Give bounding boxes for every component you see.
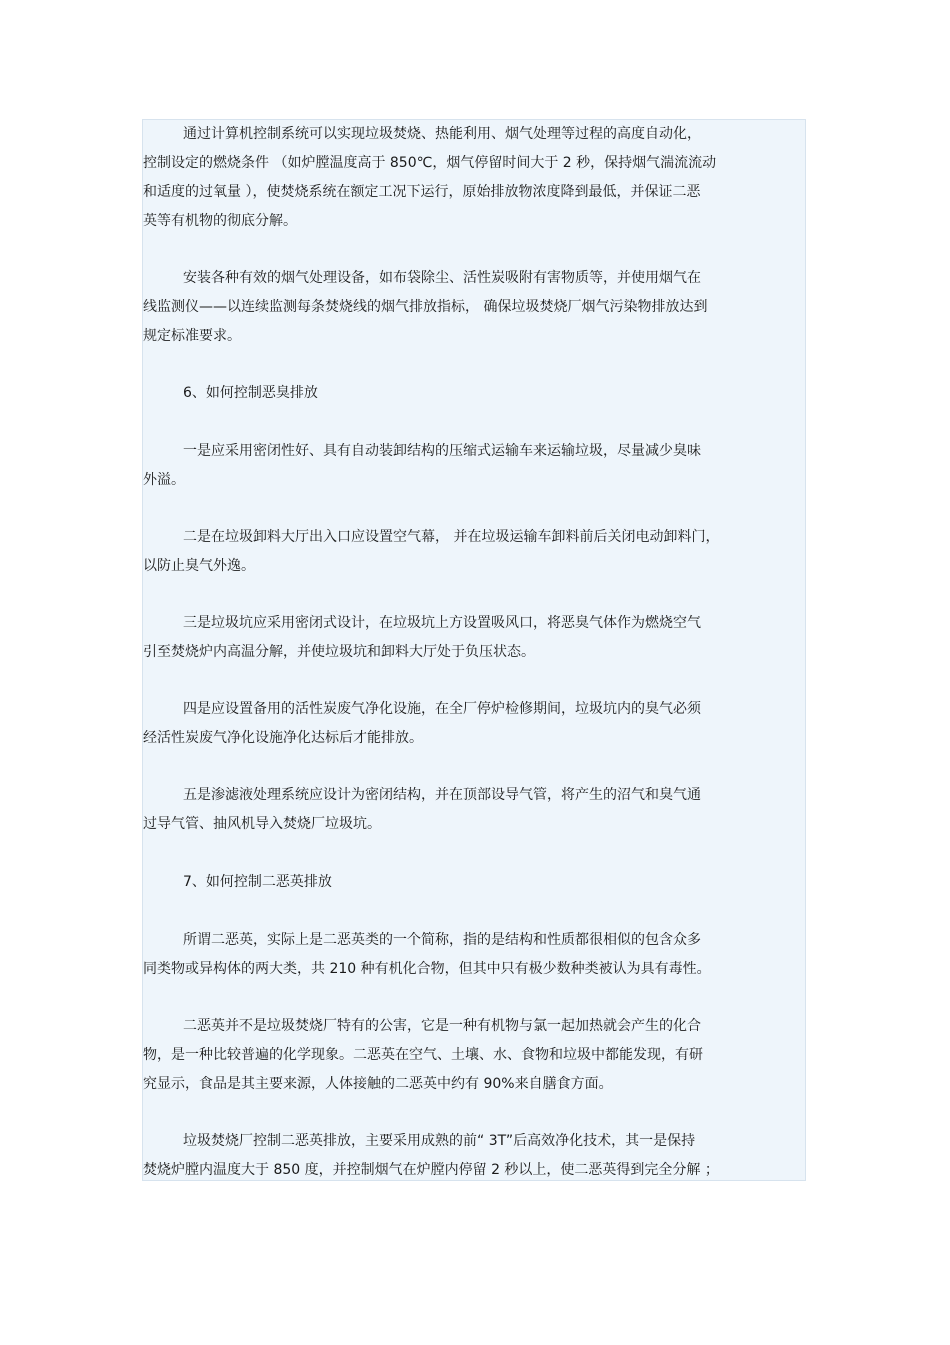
text-line: 线监测仪——以连续监测每条焚烧线的烟气排放指标， 确保垃圾焚烧厂烟气污染物排放达到 [143,299,708,315]
paragraph-odor-three [143,609,806,667]
text-line: 和适度的过氧量 ），使焚烧系统在额定工况下运行，原始排放物浓度降到最低，并保证二恶 [143,184,701,200]
paragraph-dioxin-definition [143,926,806,984]
paragraph-dioxin-source [143,1012,806,1099]
paragraph-odor-four [143,695,806,753]
text-line: 引至焚烧炉内高温分解，并使垃圾坑和卸料大厅处于负压状态。 [143,644,535,660]
heading-line: 6、如何控制恶臭排放 [183,385,318,401]
paragraph-odor-two [143,523,806,581]
paragraph-flue-gas-equipment [143,264,806,351]
text-line: 规定标准要求。 [143,328,241,344]
paragraph-odor-five [143,781,806,839]
text-line: 同类物或异构体的两大类，共 210 种有机化合物，但其中只有极少数种类被认为具有毒性。 [143,961,711,977]
text-line: 安装各种有效的烟气处理设备，如布袋除尘、活性炭吸附有害物质等，并使用烟气在 [183,270,701,286]
text-line: 一是应采用密闭性好、具有自动装卸结构的压缩式运输车来运输垃圾，尽量减少臭味 [183,443,701,459]
text-line: 二是在垃圾卸料大厅出入口应设置空气幕， 并在垃圾运输车卸料前后关闭电动卸料门， [183,529,720,545]
text-line: 物，是一种比较普遍的化学现象。二恶英在空气、土壤、水、食物和垃圾中都能发现，有研 [143,1047,703,1063]
section-heading-odor [143,379,806,408]
document-content-box [142,119,806,1181]
paragraph-dioxin-control [143,1127,806,1181]
paragraph-odor-one [143,437,806,495]
text-line: 焚烧炉膛内温度大于 850 度，并控制烟气在炉膛内停留 2 秒以上，使二恶英得到完全分解 ； [143,1162,719,1178]
text-line: 究显示，食品是其主要来源，人体接触的二恶英中约有 90%来自膳食方面。 [143,1076,613,1092]
text-line: 经活性炭废气净化设施净化达标后才能排放。 [143,730,423,746]
text-line: 垃圾焚烧厂控制二恶英排放，主要采用成熟的前“ 3T”后高效净化技术，其一是保持 [183,1133,696,1149]
text-line: 四是应设置备用的活性炭废气净化设施，在全厂停炉检修期间，垃圾坑内的臭气必须 [183,701,701,717]
text-line: 五是渗滤液处理系统应设计为密闭结构，并在顶部设导气管，将产生的沼气和臭气通 [183,787,701,803]
paragraph-auto-control [143,120,806,236]
text-line: 控制设定的燃烧条件 （如炉膛温度高于 850℃，烟气停留时间大于 2 秒，保持烟气湍流流动 [143,155,717,171]
text-line: 外溢。 [143,472,185,488]
text-line: 通过计算机控制系统可以实现垃圾焚烧、热能利用、烟气处理等过程的高度自动化， [183,126,701,142]
text-line: 所谓二恶英，实际上是二恶英类的一个简称，指的是结构和性质都很相似的包含众多 [183,932,701,948]
text-line: 以防止臭气外逸。 [143,558,255,574]
text-line: 三是垃圾坑应采用密闭式设计，在垃圾坑上方设置吸风口，将恶臭气体作为燃烧空气 [183,615,701,631]
section-heading-dioxin [143,868,806,897]
text-line: 英等有机物的彻底分解。 [143,213,297,229]
text-line: 二恶英并不是垃圾焚烧厂特有的公害，它是一种有机物与氯一起加热就会产生的化合 [183,1018,701,1034]
text-line: 过导气管、抽风机导入焚烧厂垃圾坑。 [143,816,381,832]
heading-line: 7、如何控制二恶英排放 [183,874,332,890]
